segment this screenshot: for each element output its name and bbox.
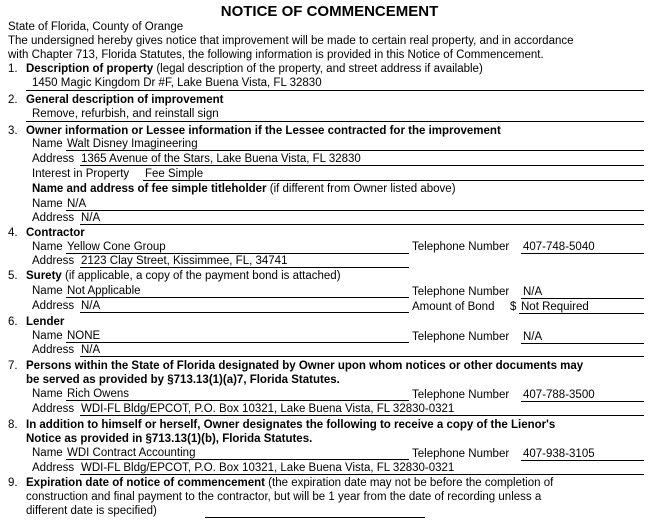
section-2-label: General description of improvement xyxy=(26,94,224,106)
section-5-number: 5. xyxy=(8,270,18,282)
lender-phone-value: N/A xyxy=(523,331,543,343)
section-3-label: Owner information or Lessee information if the Lessee contracted for the improvement xyxy=(26,125,501,137)
lender-phone-line xyxy=(521,343,644,344)
interest-line xyxy=(143,180,644,181)
section-8-number: 8. xyxy=(8,419,18,431)
contractor-name-line xyxy=(66,253,409,254)
copy-recipient-address-line xyxy=(80,474,644,475)
section-4-label: Contractor xyxy=(26,227,85,239)
contractor-address-value: 2123 Clay Street, Kissimmee, FL, 34741 xyxy=(81,255,288,267)
bond-amount-value: Not Required xyxy=(521,301,589,313)
designee-name-line xyxy=(66,400,409,401)
jurisdiction-text: State of Florida, County of Orange xyxy=(8,21,184,33)
section-1-label: Description of property xyxy=(26,63,154,75)
section-9-desc-1: (the expiration date may not be before the completion of xyxy=(264,477,554,489)
bond-amount-line xyxy=(519,313,644,314)
fee-name-line xyxy=(66,210,644,211)
section-7-number: 7. xyxy=(8,360,18,372)
section-9-label: Expiration date of notice of commencement xyxy=(26,477,265,489)
surety-address-value: N/A xyxy=(81,300,101,312)
designee-name-value: Rich Owens xyxy=(67,388,129,400)
interest-value: Fee Simple xyxy=(145,168,204,180)
section-1-number: 1. xyxy=(8,63,18,75)
section-9-heading xyxy=(26,477,553,490)
section-1-heading xyxy=(26,63,483,76)
improvement-description-value: Remove, refurbish, and reinstall sign xyxy=(32,108,219,120)
designee-phone-value: 407-788-3500 xyxy=(523,389,595,401)
owner-name-line xyxy=(66,150,644,151)
contractor-address-label: Address xyxy=(32,255,75,267)
section-8-label-line-1: In addition to himself or herself, Owner designates the following to receive a copy of the Lienor's xyxy=(26,419,556,431)
surety-name-label: Name xyxy=(32,285,63,297)
section-9-desc-2: construction and final payment to the contractor, but will be 1 year from the date of recording unless a xyxy=(26,491,542,503)
designee-address-value: WDI-FL Bldg/EPCOT, P.O. Box 10321, Lake Buena Vista, FL 32830-0321 xyxy=(81,403,455,415)
property-description-line xyxy=(26,90,644,91)
interest-label: Interest in Property xyxy=(32,168,130,180)
bond-currency: $ xyxy=(510,301,517,313)
section-5-desc: (if applicable, a copy of the payment bond is attached) xyxy=(61,270,341,282)
section-2-number: 2. xyxy=(8,94,18,106)
section-5-heading xyxy=(26,270,341,283)
contractor-name-value: Yellow Cone Group xyxy=(67,241,166,253)
surety-name-value: Not Applicable xyxy=(67,285,141,297)
lender-name-line xyxy=(66,342,409,343)
fee-address-label: Address xyxy=(32,212,75,224)
bond-amount-label: Amount of Bond xyxy=(412,301,495,313)
section-9-number: 9. xyxy=(8,477,18,489)
fee-name-label: Name xyxy=(32,198,63,210)
section-4-number: 4. xyxy=(8,227,18,239)
section-5-label: Surety xyxy=(26,270,62,282)
property-description-value: 1450 Magic Kingdom Dr #F, Lake Buena Vista, FL 32830 xyxy=(32,77,322,89)
copy-recipient-name-line xyxy=(66,459,409,460)
lender-name-value: NONE xyxy=(67,330,101,342)
surety-address-line xyxy=(80,312,409,313)
designee-name-label: Name xyxy=(32,388,63,400)
fee-address-line xyxy=(80,224,644,225)
section-6-label: Lender xyxy=(26,316,65,328)
section-7-label-line-1: Persons within the State of Florida designated by Owner upon whom notices or other documents may xyxy=(26,360,584,372)
copy-recipient-phone-value: 407-938-3105 xyxy=(523,448,595,460)
lender-address-value: N/A xyxy=(81,344,101,356)
contractor-address-line xyxy=(80,267,409,268)
fee-holder-desc: (if different from Owner listed above) xyxy=(266,183,456,195)
surety-name-line xyxy=(66,297,409,298)
lender-name-label: Name xyxy=(32,330,63,342)
contractor-phone-line xyxy=(521,253,644,254)
contractor-name-label: Name xyxy=(32,241,63,253)
copy-recipient-name-value: WDI Contract Accounting xyxy=(67,447,196,459)
copy-recipient-phone-line xyxy=(521,460,644,461)
owner-name-value: Walt Disney Imagineering xyxy=(67,138,198,150)
section-8-label-line-2: Notice as provided in §713.13(1)(b), Florida Statutes. xyxy=(26,433,313,445)
fee-address-value: N/A xyxy=(81,212,101,224)
lender-address-line xyxy=(80,356,644,357)
owner-name-label: Name xyxy=(32,138,63,150)
intro-line-1: The undersigned hereby gives notice that improvement will be made to certain real property, and in accordance xyxy=(8,35,574,47)
copy-recipient-phone-label: Telephone Number xyxy=(412,448,510,460)
owner-address-line xyxy=(80,165,644,166)
fee-holder-label: Name and address of fee simple titleholder xyxy=(32,183,267,195)
expiration-date-line xyxy=(205,517,425,518)
improvement-description-line xyxy=(26,121,644,122)
lender-address-label: Address xyxy=(32,344,75,356)
designee-phone-label: Telephone Number xyxy=(412,389,510,401)
contractor-phone-label: Telephone Number xyxy=(412,241,510,253)
section-6-number: 6. xyxy=(8,316,18,328)
section-1-desc: (legal description of the property, and street address if available) xyxy=(153,63,483,75)
designee-address-label: Address xyxy=(32,403,75,415)
designee-address-line xyxy=(80,415,644,416)
section-9-desc-3: different date is specified) xyxy=(26,505,157,517)
owner-address-label: Address xyxy=(32,153,75,165)
intro-line-2: with Chapter 713, Florida Statutes, the following information is provided in this Notice of Commencement. xyxy=(8,49,544,61)
lender-phone-label: Telephone Number xyxy=(412,331,510,343)
form-title: NOTICE OF COMMENCEMENT xyxy=(220,3,439,20)
surety-phone-value: N/A xyxy=(523,286,543,298)
copy-recipient-address-label: Address xyxy=(32,462,75,474)
contractor-phone-value: 407-748-5040 xyxy=(523,241,595,253)
section-7-label-line-2: be served as provided by §713.13(1)(a)7, Florida Statutes. xyxy=(26,374,340,386)
owner-address-value: 1365 Avenue of the Stars, Lake Buena Vista, FL 32830 xyxy=(81,153,361,165)
surety-phone-line xyxy=(521,298,644,299)
section-3-number: 3. xyxy=(8,125,18,137)
fee-name-value: N/A xyxy=(67,198,87,210)
fee-holder-heading xyxy=(32,183,456,196)
surety-phone-label: Telephone Number xyxy=(412,286,510,298)
copy-recipient-address-value: WDI-FL Bldg/EPCOT, P.O. Box 10321, Lake Buena Vista, FL 32830-0321 xyxy=(81,462,455,474)
copy-recipient-name-label: Name xyxy=(32,447,63,459)
surety-address-label: Address xyxy=(32,300,75,312)
designee-phone-line xyxy=(521,401,644,402)
